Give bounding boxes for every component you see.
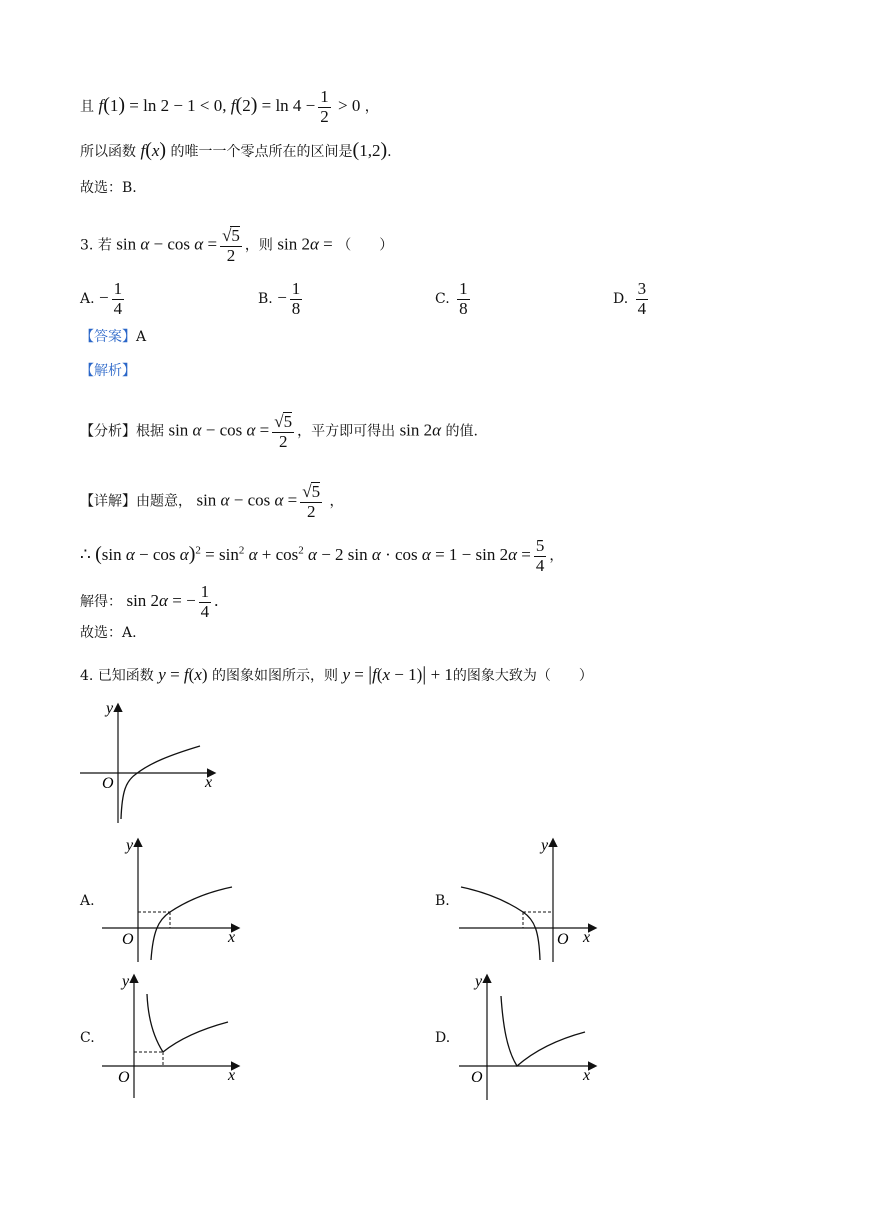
graph-b-x-label: x <box>583 929 591 946</box>
graph-option-c[interactable] <box>98 970 248 1100</box>
graph-a-origin: O <box>122 931 134 948</box>
question-4: 4. 已知函数 y = f(x) 的图象如图所示，则 y = |f(x − 1)| + 1的图象大致为（ ） <box>80 663 593 685</box>
line-choose-b: 故选：B. <box>80 180 137 196</box>
answer-line <box>80 330 146 344</box>
graph-a-x-label: x <box>228 929 236 946</box>
graph-option-d[interactable] <box>455 970 605 1102</box>
answer-tag: 【答案】 <box>80 329 136 345</box>
graph-c-y-label: y <box>122 973 130 990</box>
graph-original-x-label: x <box>205 774 213 791</box>
q3-option-b[interactable]: B. − $\frac{1}{8}$ <box>258 279 301 318</box>
line-choose-a: 故选：A. <box>80 625 137 641</box>
graph-d-origin: O <box>471 1069 483 1086</box>
detail-line: 【详解】由题意， sin α − cos α = $\frac{√5}{2}$ ， <box>80 482 344 521</box>
graph-option-a[interactable] <box>98 832 248 964</box>
solved-line: 解得： sin 2α = − $\frac{1}{4}$ . <box>80 582 219 621</box>
line1-prefix: 且 <box>80 99 94 116</box>
therefore-equation: ∴ (sin $\alpha - \cos \alpha)^2 = \sin^2 \alpha + \cos^2 \alpha - 2$ sin α · cos α = 1 − sin 2α = $\frac{5}{4}$ ， <box>80 536 564 575</box>
q4-option-a-label[interactable]: A. <box>80 893 95 909</box>
graph-original-y-label: y <box>106 700 114 717</box>
graph-a-y-label: y <box>126 837 134 854</box>
graph-d-x-label: x <box>583 1067 591 1084</box>
graph-b-y-label: y <box>541 837 549 854</box>
answer-value: A <box>136 329 147 345</box>
q3-option-c[interactable]: C. $\frac{1}{8}$ <box>435 279 468 318</box>
question-3: 3. 若 sin α − cos α = $\frac{√5}{2}$ ，则 sin 2α = （ ） <box>80 226 394 265</box>
graph-c-origin: O <box>118 1069 130 1086</box>
graph-original-origin: O <box>102 775 114 792</box>
graph-original <box>70 695 230 830</box>
line-f1-f2-values: 且 f(1) = ln 2 − 1 < 0, f(2) = ln 4 − $\frac{1}{2}$ > 0 ， <box>80 87 379 126</box>
q4-option-b-label[interactable]: B. <box>435 893 450 909</box>
graph-c-x-label: x <box>228 1067 236 1084</box>
graph-d-y-label: y <box>475 973 483 990</box>
q3-option-d[interactable]: D. $\frac{3}{4}$ <box>613 279 647 318</box>
q4-option-d-label[interactable]: D. <box>435 1030 451 1046</box>
analysis-summary: 【分析】根据 sin α − cos α = $\frac{√5}{2}$ ，平方即可得出 sin 2α 的值. <box>80 412 478 451</box>
q4-option-c-label[interactable]: C. <box>80 1030 95 1046</box>
line-zero-interval: 所以函数 f(x) 的唯一一个零点所在的区间是(1,2). <box>80 139 392 161</box>
graph-b-origin: O <box>557 931 569 948</box>
graph-option-b[interactable] <box>455 832 605 964</box>
analysis-tag: 【解析】 <box>80 363 136 379</box>
q3-option-a[interactable]: A. − $\frac{1}{4}$ <box>80 279 123 318</box>
